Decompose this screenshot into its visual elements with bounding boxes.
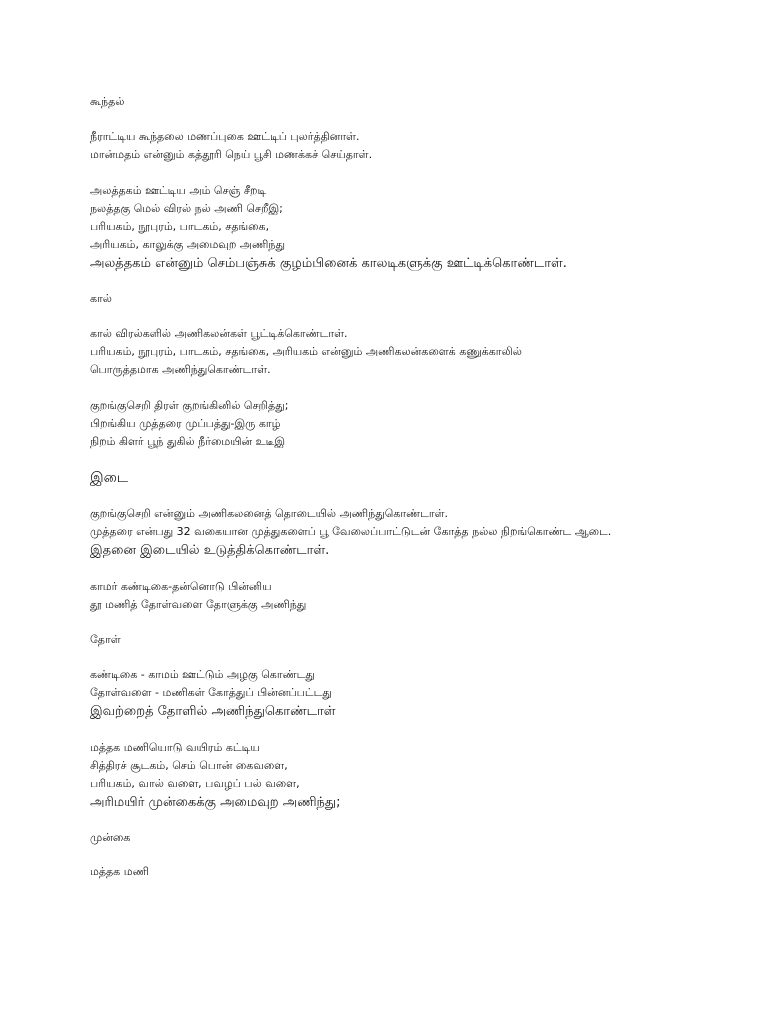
text-paragraph [90,128,730,164]
text-paragraph [90,397,730,451]
text-line: பரியகம், வால் வளை, பவழப் பல் வளை, [90,777,300,790]
text-paragraph [90,325,730,379]
text-line: நிறம் கிளர் பூந் துகில் நீர்மையின் உடீஇ [90,435,286,448]
text-line: மான்மதம் என்னும் கத்தூரி நெய் பூசி மணக்கச் செய்தாள். [90,148,373,161]
text-line: தூ மணித் தோள்வளை தோளுக்கு அணிந்து [90,598,307,611]
text-line: மத்தக மணியொடு வயிரம் கட்டிய [90,741,260,754]
section-heading: முன்கை [90,831,131,844]
text-paragraph [90,505,730,560]
document-page [90,94,730,898]
text-line: முத்தரை என்பது 32 வகையான முத்துகளைப் பூ வேலைப்பாட்டுடன் கோத்த நல்ல நிறங்கொண்ட ஆடை. [90,525,612,538]
text-line: இதனை இடையில் உடுத்திக்கொண்டாள். [90,543,330,558]
text-line: பொருத்தமாக அணிந்துகொண்டாள். [90,363,271,376]
text-line: பிறங்கிய முத்தரை முப்பத்து-இரு காழ் [90,417,281,430]
text-line: அரிமயிர் முன்கைக்கு அமைவுற அணிந்து; [90,795,341,810]
text-paragraph [90,739,730,812]
text-line: பரியகம், நூபுரம், பாடகம், சதங்கை, [90,220,270,233]
section-heading: தோள் [90,633,121,646]
text-line: பரியகம், நூபுரம், பாடகம், சதங்கை, அரியகம் என்னும் அணிகலன்களைக் கணுக்காலில் [90,345,522,358]
text-paragraph [90,578,730,614]
text-line: குறங்குசெறி என்னும் அணிகலனைத் தொடையில் அணிந்துகொண்டாள். [90,507,449,520]
text-paragraph [90,666,730,721]
text-line: சித்திரச் சூடகம், செம் பொன் கைவளை, [90,759,288,772]
text-line: நலத்தகு மெல் விரல் நல் அணி செறீஇ; [90,202,283,215]
text-line: குறங்குசெறி திரள் குறங்கினில் செறித்து; [90,399,289,412]
section-heading: இடை [90,470,129,486]
section-heading: கூந்தல் [90,95,125,108]
text-line: கால் விரல்களில் அணிகலன்கள் பூட்டிக்கொண்டாள். [90,327,348,340]
text-line: காமர் கண்டிகை-தன்னொடு பின்னிய [90,580,272,593]
text-line: கண்டிகை - காமம் ஊட்டும் அழகு கொண்டது [90,668,315,681]
section-heading: கால் [90,292,112,305]
text-line: அலத்தகம் என்னும் செம்பஞ்சுக் குழம்பினைக் காலடிகளுக்கு ஊட்டிக்கொண்டாள். [90,256,567,271]
section-heading: மத்தக மணி [90,865,149,878]
text-line: இவற்றைத் தோளில் அணிந்துகொண்டாள் [90,704,336,719]
text-paragraph [90,182,730,273]
text-line: நீராட்டிய கூந்தலை மணப்புகை ஊட்டிப் புலர்த்தினாள். [90,130,360,143]
text-line: தோள்வளை - மணிகள் கோத்துப் பின்னப்பட்டது [90,686,332,699]
text-line: அரியகம், காலுக்கு அமைவுற அணிந்து [90,238,285,251]
text-line: அலத்தகம் ஊட்டிய அம் செஞ் சீறடி [90,184,267,197]
